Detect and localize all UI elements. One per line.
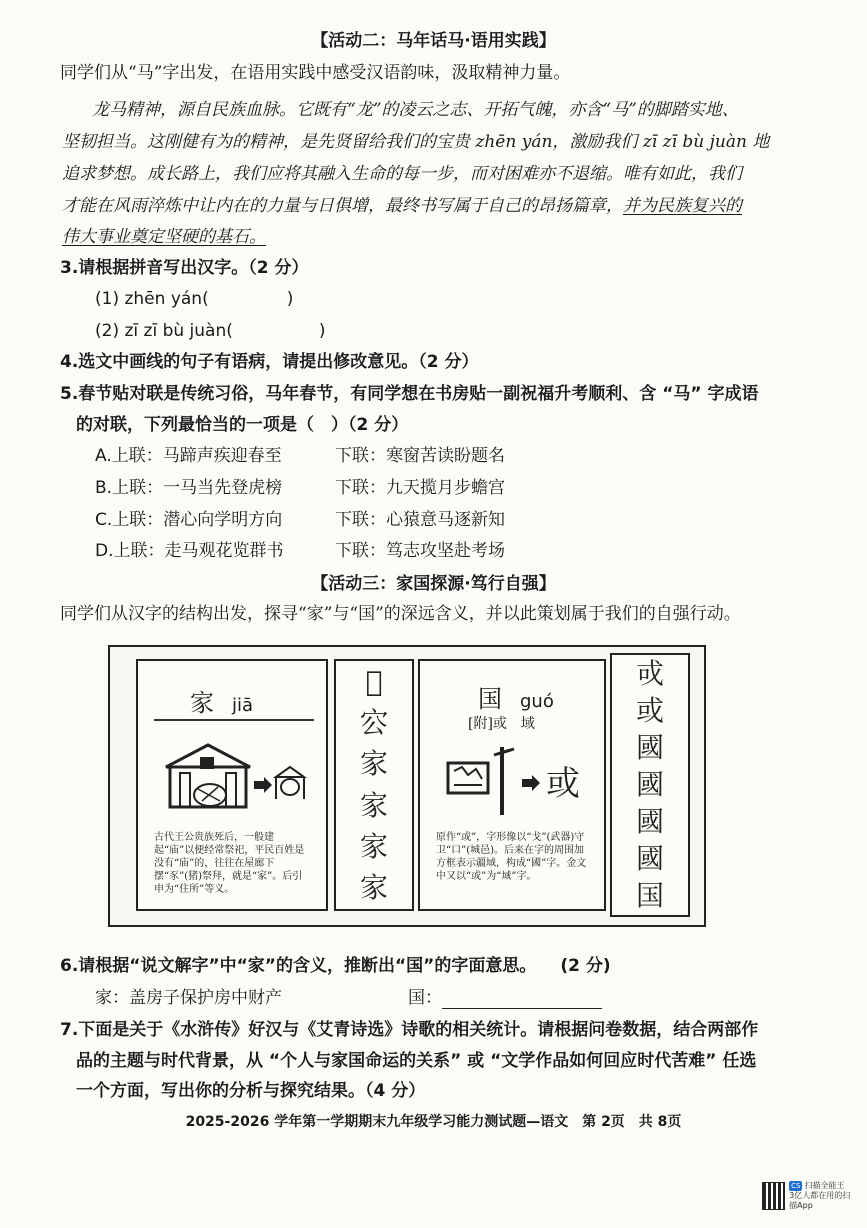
- option-d[interactable]: [95, 540, 284, 562]
- question-6: [60, 955, 611, 977]
- watermark-badge: CS: [791, 1182, 801, 1190]
- option-a[interactable]: [95, 445, 282, 467]
- underlined-sentence-part2: 伟大事业奠定坚硬的基石。: [62, 227, 266, 247]
- activity3-intro: 同学们从汉字的结构出发，探寻“家”与“国”的深远含义，并以此策划属于我们的自强行动。: [60, 604, 741, 624]
- option-a-upper: A.上联：马蹄声疾迎春至: [95, 446, 282, 466]
- jia-form-3: 家: [359, 747, 388, 781]
- q3-1-prompt: (1) zhēn yán(: [95, 289, 209, 309]
- q6-text: 6.请根据“说文解字”中“家”的含义，推断出“国”的字面意思。: [60, 956, 537, 976]
- guo-evolution-column: [610, 653, 690, 917]
- jia-form-6: 家: [359, 871, 388, 905]
- jia-title-rule: [154, 719, 314, 721]
- guo-form-5: 國: [635, 805, 664, 839]
- question-5-line-2: 的对联，下列最恰当的一项是（ ）（2 分）: [76, 415, 409, 435]
- guo-form-1: 戓: [635, 656, 664, 690]
- jia-form-5: 家: [359, 829, 388, 863]
- activity3-heading: 【活动三：家国探源·笃行自强】: [311, 574, 556, 594]
- question-7-line-3: 一个方面，写出你的分析与探究结果。（4 分）: [76, 1081, 426, 1101]
- page-footer: 2025-2026 学年第一学期期末九年级学习能力测试题—语文 第 2页 共 8页: [185, 1114, 682, 1130]
- guo-panel: [418, 659, 606, 911]
- qr-code-icon: [762, 1182, 785, 1210]
- jia-form-1: 𠅏: [365, 664, 383, 698]
- option-c-upper: C.上联：潜心向学明方向: [95, 510, 283, 530]
- activity2-intro: 同学们从“马”字出发，在语用实践中感受汉语韵味，汲取精神力量。: [60, 63, 571, 83]
- question-3-2: [95, 320, 326, 342]
- question-3-1: [95, 288, 293, 310]
- jia-pinyin: jiā: [232, 695, 254, 716]
- guo-illustration-icon: [442, 741, 592, 821]
- passage-line-4-text: 才能在风雨淬炼中让内在的力量与日俱增，最终书写属于自己的昂扬篇章，: [62, 196, 623, 216]
- jia-form-2: 㝐: [359, 705, 388, 739]
- jia-guo-figure: [108, 645, 706, 927]
- question-7-line-2: 品的主题与时代背景，从 “个人与家国命运的关系” 或 “文学作品如何回应时代苦难” 任选: [76, 1051, 757, 1071]
- underlined-sentence-part1: 并为民族复兴的: [623, 196, 742, 216]
- option-a-lower: 下联：寒窗苦读盼题名: [335, 446, 505, 466]
- jia-char: 家: [190, 689, 214, 717]
- question-5-line-1: 5.春节贴对联是传统习俗，马年春节，有同学想在书房贴一副祝福升考顺利、含 “马” 字成语: [60, 384, 759, 404]
- option-b-lower: 下联：九天揽月步蟾宫: [335, 478, 505, 498]
- q6-score: (2 分): [560, 956, 611, 976]
- jia-illustration-icon: [158, 737, 308, 817]
- passage-line-4: [62, 195, 742, 217]
- watermark-subtitle: 3亿人都在用的扫描App: [789, 1191, 851, 1210]
- guo-form-2: 或: [635, 693, 664, 727]
- question-4: 4.选文中画线的句子有语病，请提出修改意见。（2 分）: [60, 352, 479, 372]
- passage-line-1: 龙马精神，源自民族血脉。它既有“龙”的凌云之志、开拓气魄，亦含“马”的脚踏实地、: [92, 100, 739, 120]
- jia-title: [190, 683, 253, 718]
- guo-description: 原作“或”，字形像以“戈”(武器)守卫“口”(城邑)。后来在字的周围加方框表示疆域，构成“國”字。金文中又以“或”为“域”字。: [436, 832, 587, 882]
- jia-description: 古代王公贵族死后，一般建起“庙”以便经常祭祀，平民百姓是没有“庙”的，往往在屋廊下摆“豕”(猪)祭拜，就是“家”。后引申为“住所”等义。: [154, 832, 305, 895]
- svg-text:或: 或: [546, 764, 580, 804]
- scanner-watermark: [762, 1180, 858, 1212]
- jia-evolution-column: [334, 659, 414, 911]
- q3-2-close: ): [318, 321, 326, 341]
- guo-form-3: 國: [635, 730, 664, 764]
- question-3: 3.请根据拼音写出汉字。（2 分）: [60, 258, 309, 278]
- guo-char: 国: [478, 685, 502, 713]
- guo-form-7: 国: [635, 879, 664, 913]
- q6-guo-answer-blank[interactable]: [442, 990, 602, 1009]
- q6-guo-label: 国：: [408, 988, 442, 1008]
- option-c-lower: 下联：心猿意马逐新知: [335, 510, 505, 530]
- option-b-upper: B.上联：一马当先登虎榜: [95, 478, 283, 498]
- q3-1-close: ): [286, 289, 294, 309]
- option-c[interactable]: [95, 509, 282, 531]
- passage-line-2: 坚韧担当。这刚健有为的精神，是先贤留给我们的宝贵 zhēn yán，激励我们 zī zī bù juàn 地: [62, 132, 770, 152]
- option-d-upper: D.上联：走马观花览群书: [95, 541, 284, 561]
- guo-form-4: 國: [635, 767, 664, 801]
- option-d-lower: 下联：笃志攻坚赴考场: [335, 541, 505, 561]
- passage-line-3: 追求梦想。成长路上，我们应将其融入生命的每一步，而对困难亦不退缩。唯有如此，我们: [62, 164, 742, 184]
- jia-form-4: 家: [359, 788, 388, 822]
- guo-title: [478, 679, 554, 714]
- guo-pinyin: guó: [520, 691, 554, 712]
- jia-panel: [136, 659, 328, 911]
- q6-jia-meaning: 家：盖房子保护房中财产: [95, 988, 282, 1008]
- watermark-title: 扫描全能王: [804, 1181, 845, 1190]
- option-b[interactable]: [95, 477, 282, 499]
- activity2-heading: 【活动二：马年话马·语用实践】: [311, 31, 556, 51]
- guo-variants: [附]或 域: [468, 716, 535, 732]
- question-7-line-1: 7.下面是关于《水浒传》好汉与《艾青诗选》诗歌的相关统计。请根据问卷数据，结合两部作: [60, 1020, 759, 1040]
- guo-form-6: 國: [635, 842, 664, 876]
- q6-guo-answer: [408, 987, 602, 1009]
- watermark-text: [789, 1181, 858, 1211]
- q3-2-prompt: (2) zī zī bù juàn(: [95, 321, 233, 341]
